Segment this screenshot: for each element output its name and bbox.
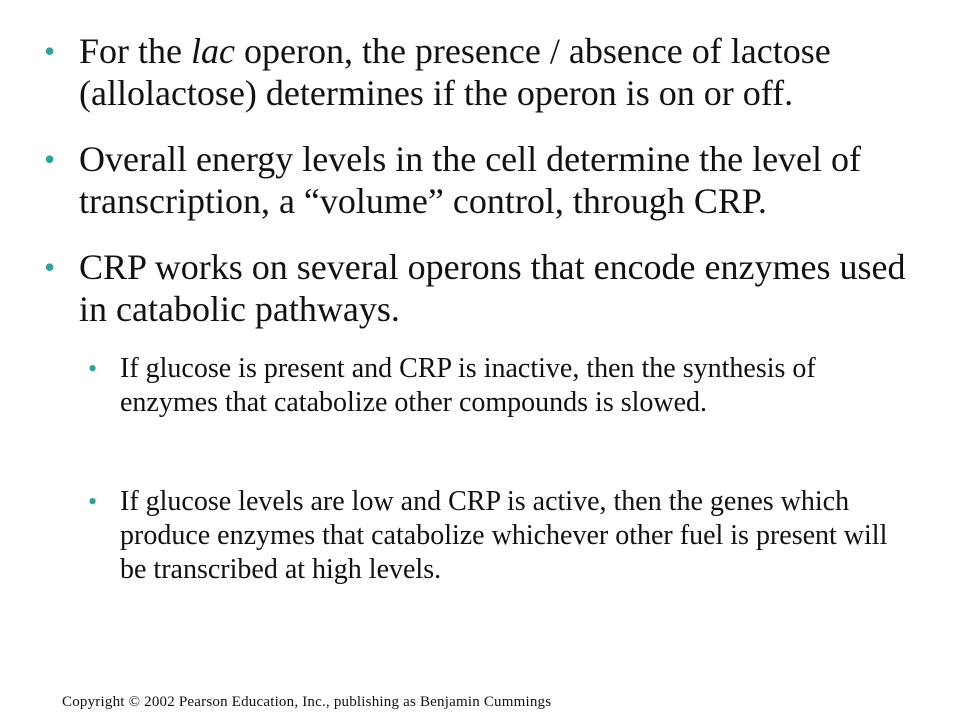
sub-bullet-text: If glucose levels are low and CRP is active, then the genes which produce enzymes that catabolize whichever other fuel is present will be transcribed at high levels. <box>120 486 888 585</box>
bullet-dot: • <box>44 249 56 285</box>
lac-italic: lac <box>191 31 235 71</box>
bullet-dot: • <box>44 33 56 69</box>
sub-bullet-text: If glucose is present and CRP is inactive, then the synthesis of enzymes that catabolize other compounds is slowed. <box>120 353 816 418</box>
bullet-dot: • <box>44 141 56 177</box>
sub-bullet-dot: • <box>88 354 98 383</box>
bullet-text: For the lac operon, the presence / absence of lactose (allolactose) determines if the operon is on or off. <box>79 31 831 113</box>
sub-bullet-dot: • <box>88 487 98 516</box>
bullet-text: CRP works on several operons that encode enzymes used in catabolic pathways. <box>79 247 906 329</box>
bullet-text: Overall energy levels in the cell determine the level of transcription, a “volume” control, through CRP. <box>79 139 862 221</box>
copyright-footer: Copyright © 2002 Pearson Education, Inc., publishing as Benjamin Cummings <box>62 694 552 710</box>
